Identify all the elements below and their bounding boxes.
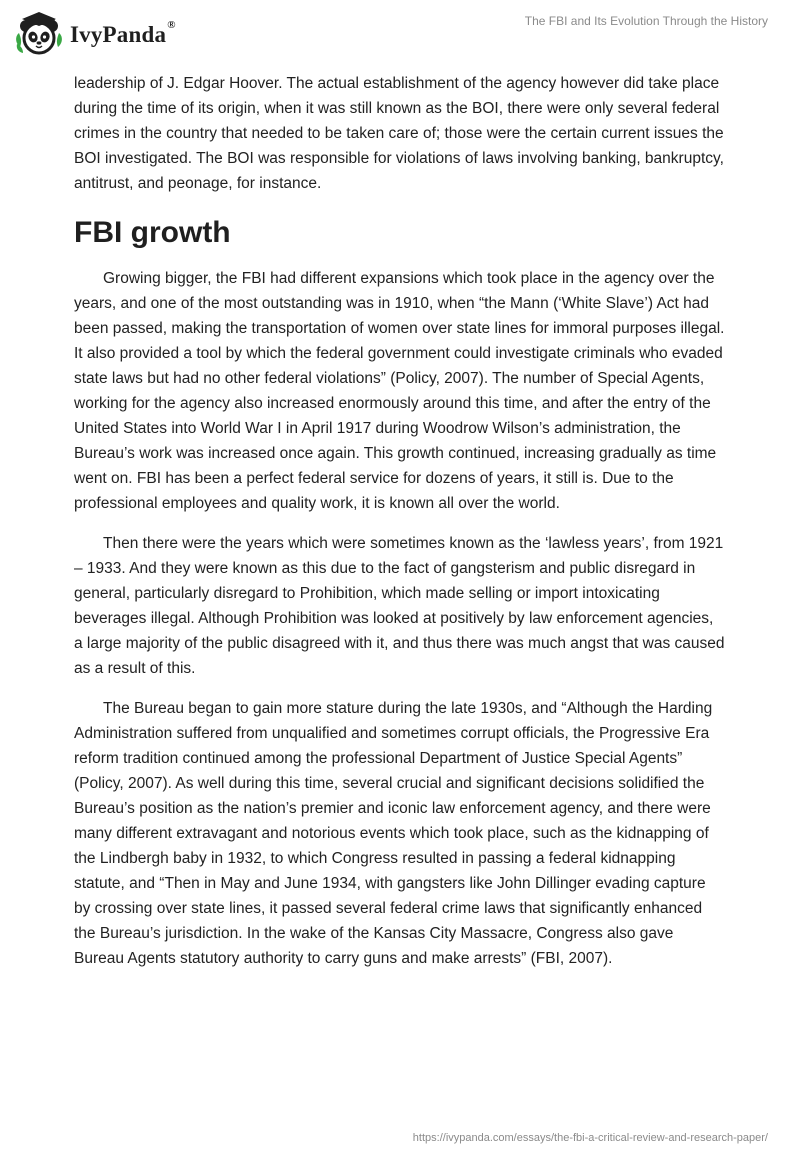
intro-paragraph: leadership of J. Edgar Hoover. The actual establishment of the agency however did take place during the time of its origin, when it was still known as the BOI, there were only several federal crimes in the country that needed to be taken care of; those were the certain current issues the BOI investigated. The BOI was responsible for violations of laws involving banking, bankruptcy, antitrust, and peonage, for instance. — [74, 75, 724, 192]
article-body — [74, 71, 726, 971]
document-title: The FBI and Its Evolution Through the History — [524, 14, 768, 28]
paragraph-2: Then there were the years which were sometimes known as the ‘lawless years’, from 1921 – 1933. And they were known as this due to the fact of gangsterism and public disregard in general, particularly disregard to Prohibition, which made selling or import intoxicating beverages illegal. Although Prohibition was looked at positively by law enforcement agencies, a large majority of the public disagreed with it, and thus there was much angst that was caused as a result of this. — [74, 535, 725, 677]
page-header — [0, 0, 800, 66]
registered-mark: ® — [167, 19, 176, 31]
brand-name: IvyPanda® — [70, 19, 176, 47]
panda-graduate-icon — [14, 9, 64, 59]
paragraph-3: The Bureau began to gain more stature during the late 1930s, and “Although the Harding Administration suffered from unqualified and sometimes corrupt officials, the Progressive Era reform tradition continued among the professional Department of Justice Special Agents” (Policy, 2007). As well during this time, several crucial and significant decisions solidified the Bureau’s position as the nation’s premier and iconic law enforcement agency, and there were many different extravagant and notorious events which took place, such as the kidnapping of the Lindbergh baby in 1932, to which Congress resulted in passing a federal kidnapping statute, and “Then in May and June 1934, with gangsters like John Dillinger evading capture by crossing over state lines, it passed several federal crime laws that significantly enhanced the Bureau’s jurisdiction. In the wake of the Kansas City Massacre, Congress also gave Bureau Agents statutory authority to carry guns and make arrests” (FBI, 2007). — [74, 700, 713, 967]
source-url-link[interactable]: https://ivypanda.com/essays/the-fbi-a-critical-review-and-research-paper/ — [412, 1132, 768, 1144]
ivypanda-logo[interactable] — [14, 9, 176, 59]
paragraph-1: Growing bigger, the FBI had different expansions which took place in the agency over the years, and one of the most outstanding was in 1910, when “the Mann (‘White Slave’) Act had been passed, making the transportation of women over state lines for immoral purposes illegal. It also provided a tool by which the federal government could investigate criminals who evaded state laws but had no other federal violations” (Policy, 2007). The number of Special Agents, working for the agency also increased enormously around this time, and after the entry of the United States into World War I in April 1917 during Woodrow Wilson’s administration, the Bureau’s work was increased once again. This growth continued, increasing gradually as time went on. FBI has been a perfect federal service for dozens of years, it still is. Due to the professional employees and quality work, it is known all over the world. — [74, 270, 725, 512]
section-heading: FBI growth — [74, 216, 231, 249]
